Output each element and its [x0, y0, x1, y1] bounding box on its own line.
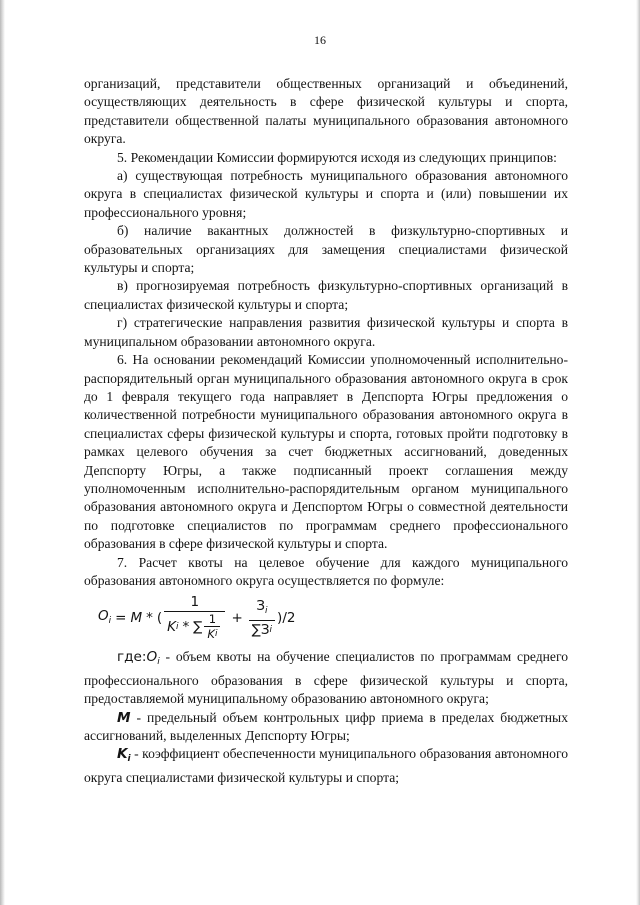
- document-body: [84, 75, 568, 787]
- paragraph-continuation: организаций, представители общественных организаций и объединений, осуществляющих деятельность в сфере физической культуры и спорта, представители общественной палаты муниципального образования автономного округа.: [84, 76, 568, 147]
- sigma-symbol: ∑: [251, 621, 261, 638]
- formula-second-denominator: ∑ З i: [249, 620, 275, 638]
- formula-lhs: $O_i$: [98, 607, 112, 626]
- definition-o: $где:O_i$ - объем квоты на обучение специалистов по программам среднего профессионального образования в сфере физической культуры и спорта, предоставляемой муниципальному образованию автономного округа;: [84, 649, 568, 707]
- formula-first-numerator: 1: [190, 594, 200, 611]
- formula-second-fraction: [249, 599, 275, 638]
- definition-m: M - предельный объем контрольных цифр приема в пределах бюджетных ассигнований, выделенных Депспорту Югры;: [84, 709, 568, 743]
- page-number: 16: [314, 33, 326, 47]
- paragraph-item-5c: в) прогнозируемая потребность физкультурно-спортивных организаций в специалистах физической культуры и спорта;: [84, 278, 568, 312]
- definition-k: $K_i$ - коэффициент обеспеченности муниципального образования автономного округа специалистами физической культуры и спорта;: [84, 746, 568, 785]
- paragraph-item-6: 6. На основании рекомендаций Комиссии уполномоченный исполнительно-распорядительный орган муниципального образования автономного округа в срок до 1 февраля текущего года направляет в Депспорта Югры предложения о количественной потребности муниципального образования автономного округа в специалистах сферы физической культуры и спорта, готовых пройти подготовку в рамках целевого обучения за счет бюджетных ассигнований, доведенных Депспорту Югры, а также подписанный проект соглашения между уполномоченным исполнительно-распорядительным органом муниципального образования автономного округа и Депспортом Югры о совместной деятельности по подготовке специалистов по программам среднего профессионального образования в сфере физической культуры и спорта.: [84, 352, 568, 552]
- formula-equals: =: [115, 610, 127, 627]
- paragraph-item-5d: г) стратегические направления развития физической культуры и спорта в муниципальном образовании автономного округа.: [84, 315, 568, 349]
- formula-close-divide: )/2: [277, 610, 296, 627]
- paragraph-item-5a: а) существующая потребность муниципального образования автономного округа в специалистах физической культуры и спорта и (или) повышении их профессионального уровня;: [84, 168, 568, 220]
- scan-edge-right: [636, 0, 640, 905]
- formula-first-denominator: K i * ∑ 1 K i: [164, 611, 225, 641]
- formula-open-paren: (: [156, 610, 163, 627]
- paragraph-item-5: 5. Рекомендации Комиссии формируются исходя из следующих принципов:: [117, 149, 557, 165]
- formula-inner-fraction: 1 K i: [204, 613, 220, 641]
- sigma-symbol: ∑: [193, 619, 203, 636]
- formula-first-fraction: [164, 595, 225, 641]
- formula-m: M: [130, 610, 143, 627]
- quota-formula: [98, 592, 568, 644]
- formula-plus: +: [231, 610, 243, 627]
- paragraph-item-5b: б) наличие вакантных должностей в физкультурно-спортивных и образовательных организациях для замещения специалистами физической культуры и спорта;: [84, 223, 568, 276]
- formula-times: *: [146, 610, 153, 627]
- paragraph-item-7: 7. Расчет квоты на целевое обучение для каждого муниципального образования автономного округа осуществляется по формуле:: [84, 554, 568, 588]
- formula-second-numerator: $З_i$: [256, 597, 268, 616]
- scan-edge-left: [0, 0, 5, 905]
